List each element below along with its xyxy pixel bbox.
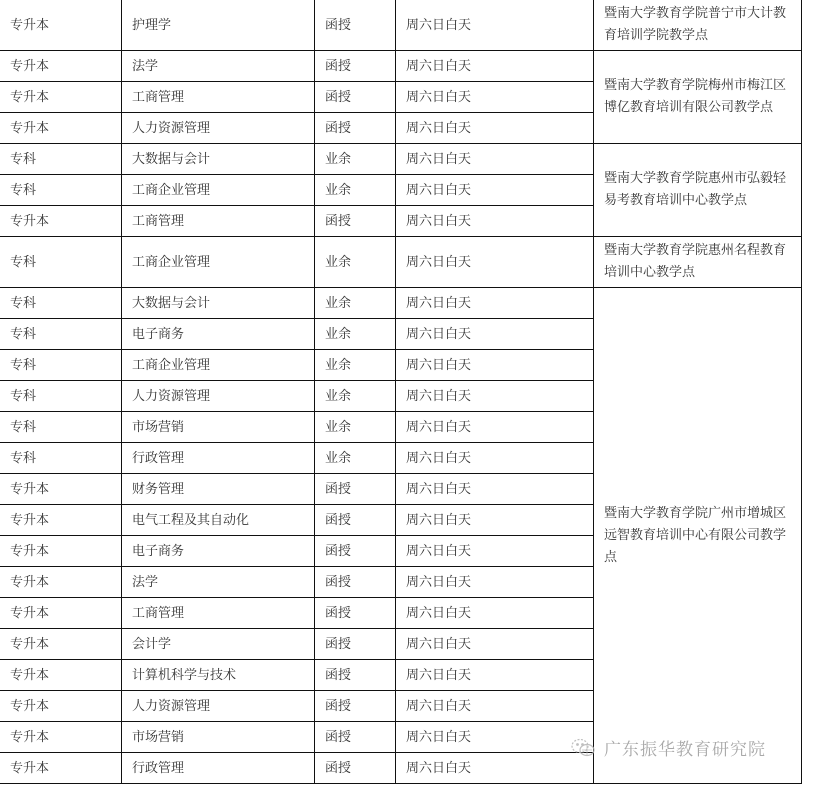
study-mode-cell: 业余 — [315, 319, 396, 350]
study-mode-cell: 函授 — [315, 567, 396, 598]
level-cell: 专升本 — [0, 598, 122, 629]
study-mode-cell: 函授 — [315, 206, 396, 237]
study-mode-cell: 函授 — [315, 82, 396, 113]
class-time-cell: 周六日白天 — [396, 598, 594, 629]
teaching-site-cell: 暨南大学教育学院惠州市弘毅轻易考教育培训中心教学点 — [594, 144, 802, 237]
major-cell: 计算机科学与技术 — [122, 660, 315, 691]
study-mode-cell: 业余 — [315, 288, 396, 319]
class-time-cell: 周六日白天 — [396, 381, 594, 412]
major-cell: 市场营销 — [122, 412, 315, 443]
teaching-site-cell: 暨南大学教育学院惠州名程教育培训中心教学点 — [594, 237, 802, 288]
study-mode-cell: 函授 — [315, 660, 396, 691]
major-cell: 护理学 — [122, 0, 315, 51]
study-mode-cell: 业余 — [315, 412, 396, 443]
major-cell: 法学 — [122, 51, 315, 82]
teaching-site-cell: 暨南大学教育学院梅州市梅江区博亿教育培训有限公司教学点 — [594, 51, 802, 144]
study-mode-cell: 函授 — [315, 753, 396, 784]
class-time-cell: 周六日白天 — [396, 237, 594, 288]
level-cell: 专科 — [0, 237, 122, 288]
study-mode-cell: 函授 — [315, 691, 396, 722]
level-cell: 专升本 — [0, 567, 122, 598]
class-time-cell: 周六日白天 — [396, 660, 594, 691]
class-time-cell: 周六日白天 — [396, 206, 594, 237]
class-time-cell: 周六日白天 — [396, 175, 594, 206]
study-mode-cell: 函授 — [315, 505, 396, 536]
class-time-cell: 周六日白天 — [396, 412, 594, 443]
level-cell: 专科 — [0, 175, 122, 206]
level-cell: 专科 — [0, 288, 122, 319]
major-cell: 工商企业管理 — [122, 175, 315, 206]
level-cell: 专升本 — [0, 505, 122, 536]
class-time-cell: 周六日白天 — [396, 319, 594, 350]
level-cell: 专科 — [0, 350, 122, 381]
major-cell: 市场营销 — [122, 722, 315, 753]
class-time-cell: 周六日白天 — [396, 288, 594, 319]
study-mode-cell: 函授 — [315, 722, 396, 753]
class-time-cell: 周六日白天 — [396, 567, 594, 598]
level-cell: 专升本 — [0, 474, 122, 505]
major-cell: 工商企业管理 — [122, 350, 315, 381]
level-cell: 专升本 — [0, 206, 122, 237]
class-time-cell: 周六日白天 — [396, 443, 594, 474]
class-time-cell: 周六日白天 — [396, 505, 594, 536]
level-cell: 专科 — [0, 319, 122, 350]
major-cell: 工商管理 — [122, 82, 315, 113]
table-row — [0, 144, 802, 175]
class-time-cell: 周六日白天 — [396, 113, 594, 144]
level-cell: 专升本 — [0, 536, 122, 567]
study-mode-cell: 业余 — [315, 237, 396, 288]
major-cell: 人力资源管理 — [122, 113, 315, 144]
study-mode-cell: 函授 — [315, 51, 396, 82]
table-row — [0, 0, 802, 51]
major-cell: 工商企业管理 — [122, 237, 315, 288]
level-cell: 专升本 — [0, 691, 122, 722]
level-cell: 专升本 — [0, 629, 122, 660]
class-time-cell: 周六日白天 — [396, 51, 594, 82]
major-cell: 人力资源管理 — [122, 691, 315, 722]
study-mode-cell: 业余 — [315, 443, 396, 474]
study-mode-cell: 函授 — [315, 474, 396, 505]
study-mode-cell: 业余 — [315, 350, 396, 381]
watermark-text: 广东振华教育研究院 — [604, 740, 766, 760]
class-time-cell: 周六日白天 — [396, 722, 594, 753]
study-mode-cell: 业余 — [315, 175, 396, 206]
class-time-cell: 周六日白天 — [396, 144, 594, 175]
teaching-site-cell: 暨南大学教育学院普宁市大计教育培训学院教学点 — [594, 0, 802, 51]
major-cell: 大数据与会计 — [122, 144, 315, 175]
major-cell: 法学 — [122, 567, 315, 598]
study-mode-cell: 函授 — [315, 0, 396, 51]
class-time-cell: 周六日白天 — [396, 474, 594, 505]
class-time-cell: 周六日白天 — [396, 350, 594, 381]
major-cell: 电子商务 — [122, 319, 315, 350]
table-row — [0, 51, 802, 82]
class-time-cell: 周六日白天 — [396, 691, 594, 722]
level-cell: 专升本 — [0, 722, 122, 753]
major-cell: 会计学 — [122, 629, 315, 660]
major-cell: 工商管理 — [122, 206, 315, 237]
level-cell: 专升本 — [0, 113, 122, 144]
study-mode-cell: 函授 — [315, 598, 396, 629]
study-mode-cell: 业余 — [315, 144, 396, 175]
class-time-cell: 周六日白天 — [396, 536, 594, 567]
level-cell: 专升本 — [0, 0, 122, 51]
level-cell: 专升本 — [0, 82, 122, 113]
table-row — [0, 237, 802, 288]
class-time-cell: 周六日白天 — [396, 82, 594, 113]
level-cell: 专科 — [0, 144, 122, 175]
major-cell: 大数据与会计 — [122, 288, 315, 319]
major-cell: 财务管理 — [122, 474, 315, 505]
teaching-site-cell: 暨南大学教育学院广州市增城区远智教育培训中心有限公司教学点 — [594, 288, 802, 784]
class-time-cell: 周六日白天 — [396, 0, 594, 51]
study-mode-cell: 函授 — [315, 536, 396, 567]
level-cell: 专升本 — [0, 753, 122, 784]
study-mode-cell: 函授 — [315, 629, 396, 660]
study-mode-cell: 函授 — [315, 113, 396, 144]
major-cell: 行政管理 — [122, 753, 315, 784]
level-cell: 专科 — [0, 381, 122, 412]
major-cell: 工商管理 — [122, 598, 315, 629]
class-time-cell: 周六日白天 — [396, 629, 594, 660]
level-cell: 专科 — [0, 412, 122, 443]
major-cell: 行政管理 — [122, 443, 315, 474]
level-cell: 专科 — [0, 443, 122, 474]
level-cell: 专升本 — [0, 660, 122, 691]
major-cell: 电子商务 — [122, 536, 315, 567]
major-cell: 人力资源管理 — [122, 381, 315, 412]
class-time-cell: 周六日白天 — [396, 753, 594, 784]
level-cell: 专升本 — [0, 51, 122, 82]
major-cell: 电气工程及其自动化 — [122, 505, 315, 536]
study-mode-cell: 业余 — [315, 381, 396, 412]
table-row — [0, 288, 802, 319]
